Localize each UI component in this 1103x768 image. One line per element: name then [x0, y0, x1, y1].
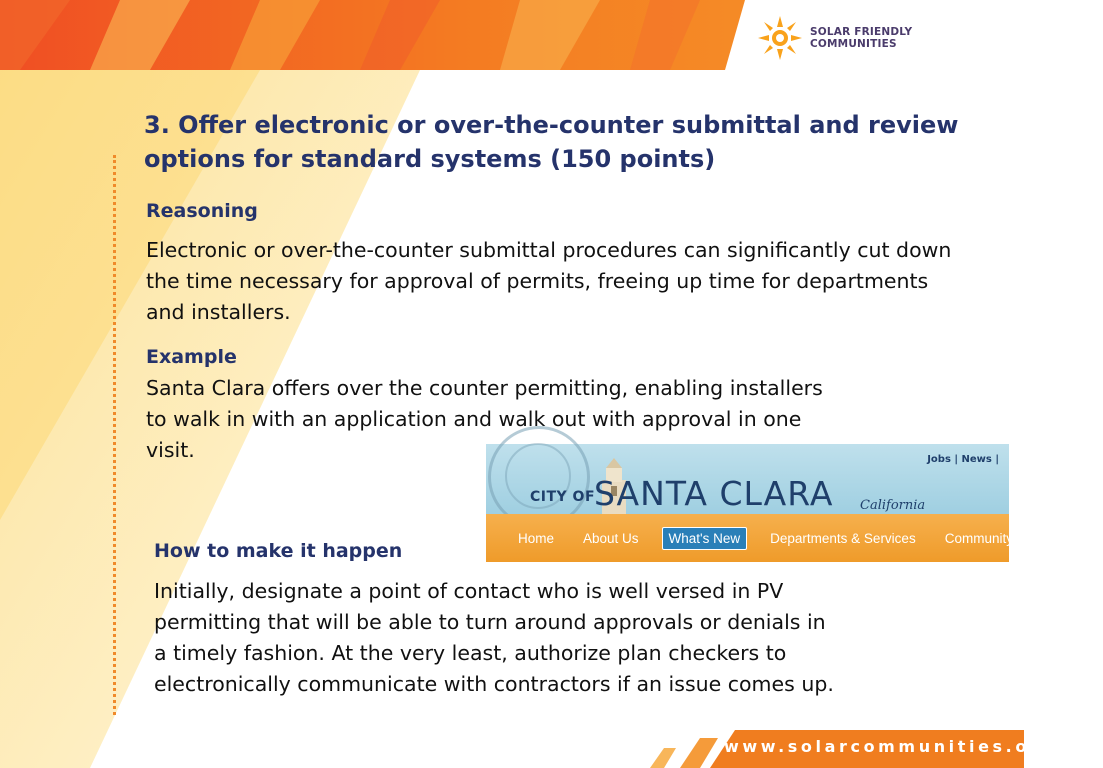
- logo-line-1: SOLAR FRIENDLY: [810, 26, 913, 38]
- nav-departments-services[interactable]: Departments & Services: [770, 530, 916, 546]
- nav-home[interactable]: Home: [518, 530, 555, 546]
- state-name: California: [860, 498, 926, 513]
- example-heading: Example: [146, 346, 237, 368]
- footer-url[interactable]: www.solarcommunities.org: [724, 737, 1057, 756]
- nav-about-us[interactable]: About Us: [583, 530, 639, 546]
- how-heading: How to make it happen: [154, 540, 403, 562]
- city-name: SANTA CLARA: [594, 474, 834, 513]
- nav-whats-new[interactable]: What's New: [662, 527, 748, 550]
- top-links[interactable]: Jobs | News |: [927, 454, 999, 465]
- nav-community[interactable]: Community: [944, 530, 1013, 546]
- nav-business[interactable]: Business: [1041, 530, 1097, 546]
- reasoning-heading: Reasoning: [146, 200, 258, 222]
- example-text: Santa Clara offers over the counter permitting, enabling installers to walk in with an application and walk out with approval in one visit.: [146, 376, 823, 462]
- solar-friendly-logo: [758, 16, 912, 60]
- reasoning-text: Electronic or over-the-counter submittal procedures can significantly cut down the time necessary for approval of permits, freeing up time for departments and installers.: [146, 238, 952, 324]
- how-text: Initially, designate a point of contact who is well versed in PV permitting that will be able to turn around approvals or denials in a timely fashion. At the very least, authorize plan checkers to electronically communicate with contractors if an issue comes up.: [154, 579, 834, 696]
- sun-icon: [758, 16, 802, 60]
- santa-clara-website-banner: [486, 444, 1097, 562]
- banner-nav: [486, 514, 1097, 562]
- city-of-label: CITY OF: [530, 489, 596, 505]
- city-seal-icon: [488, 426, 590, 528]
- dotted-divider: [113, 155, 116, 715]
- slide-title: 3. Offer electronic or over-the-counter submittal and review options for standard systems (150 points): [144, 111, 959, 173]
- logo-line-2: COMMUNITIES: [810, 38, 897, 50]
- banner-header: [486, 444, 1009, 514]
- logo-text: [810, 26, 912, 50]
